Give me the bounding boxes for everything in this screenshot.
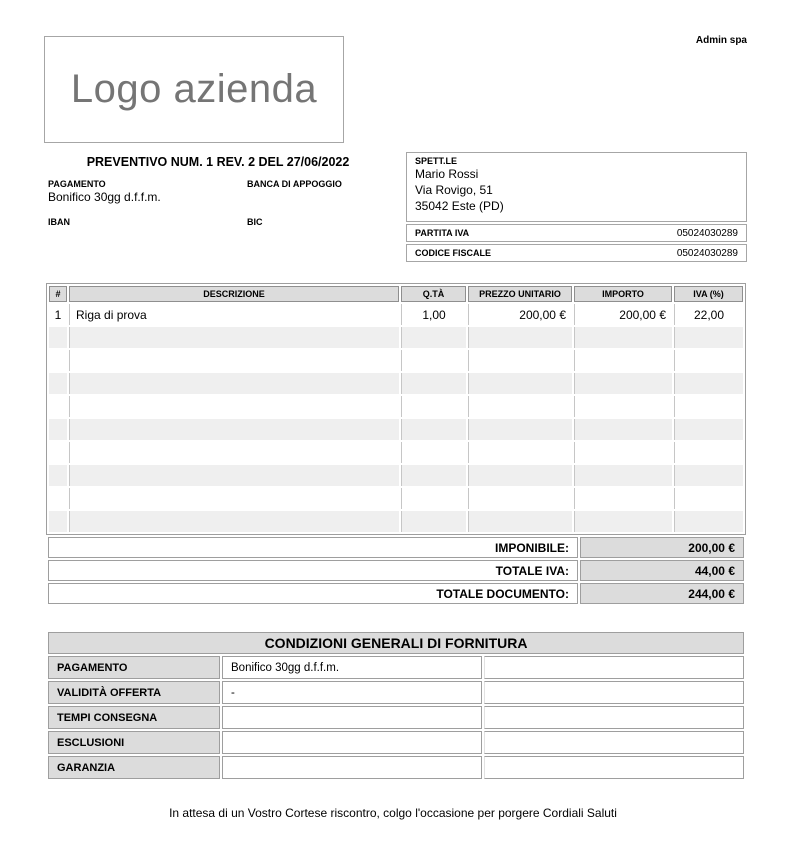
empty-item-row <box>49 350 743 371</box>
items-table-body <box>49 304 743 532</box>
condition-tempi-extra <box>484 706 744 729</box>
totale-documento-label: TOTALE DOCUMENTO: <box>48 583 578 604</box>
pagamento-label: PAGAMENTO <box>48 179 106 189</box>
condition-tempi-value <box>222 706 482 729</box>
empty-item-row <box>49 511 743 532</box>
totals-section <box>46 535 746 606</box>
empty-item-row <box>49 396 743 417</box>
col-header-importo: IMPORTO <box>574 286 672 302</box>
company-name: Admin spa <box>695 35 747 46</box>
condition-validita-value: - <box>222 681 482 704</box>
empty-item-row <box>49 327 743 348</box>
items-table-section <box>46 283 746 535</box>
item-qta: 1,00 <box>401 304 466 325</box>
item-row <box>49 304 743 325</box>
condition-esclusioni-label: ESCLUSIONI <box>48 731 220 754</box>
bic-label: BIC <box>247 217 263 227</box>
iban-label: IBAN <box>48 217 70 227</box>
item-prezzo-unitario: 200,00 € <box>468 304 572 325</box>
partita-iva-row <box>406 224 747 242</box>
condition-esclusioni-value <box>222 731 482 754</box>
recipient-address-line1: Via Rovigo, 51 <box>415 183 493 197</box>
condition-row-validita <box>48 681 744 704</box>
imponibile-row <box>48 537 744 558</box>
condition-pagamento-value: Bonifico 30gg d.f.f.m. <box>222 656 482 679</box>
partita-iva-label: PARTITA IVA <box>415 228 470 238</box>
totals-table <box>46 535 746 606</box>
empty-item-row <box>49 419 743 440</box>
imponibile-label: IMPONIBILE: <box>48 537 578 558</box>
condition-validita-label: VALIDITÀ OFFERTA <box>48 681 220 704</box>
condition-garanzia-label: GARANZIA <box>48 756 220 779</box>
condition-row-pagamento <box>48 656 744 679</box>
condition-row-esclusioni <box>48 731 744 754</box>
codice-fiscale-row <box>406 244 747 262</box>
col-header-iva: IVA (%) <box>674 286 743 302</box>
recipient-address-line2: 35042 Este (PD) <box>415 199 504 213</box>
condition-validita-extra <box>484 681 744 704</box>
pagamento-value: Bonifico 30gg d.f.f.m. <box>48 190 161 204</box>
document-header-left <box>46 155 390 227</box>
condition-pagamento-extra <box>484 656 744 679</box>
closing-line: In attesa di un Vostro Cortese riscontro, colgo l'occasione per porgere Cordiali Saluti <box>169 806 617 820</box>
empty-item-row <box>49 488 743 509</box>
conditions-table <box>46 630 746 781</box>
condition-esclusioni-extra <box>484 731 744 754</box>
recipient-name: Mario Rossi <box>415 167 479 181</box>
conditions-title-row <box>48 632 744 654</box>
totale-iva-value: 44,00 € <box>580 560 744 581</box>
item-num: 1 <box>54 307 62 322</box>
items-table-header <box>49 286 743 302</box>
totale-documento-value: 244,00 € <box>580 583 744 604</box>
item-importo: 200,00 € <box>574 304 672 325</box>
codice-fiscale-value: 05024030289 <box>676 247 738 259</box>
recipient-label: SPETT.LE <box>415 156 458 166</box>
conditions-title: CONDIZIONI GENERALI DI FORNITURA <box>48 632 744 654</box>
recipient-address-cell <box>406 152 747 222</box>
item-iva: 22,00 <box>674 304 743 325</box>
banca-di-appoggio-label: BANCA DI APPOGGIO <box>247 179 342 189</box>
item-descrizione: Riga di prova <box>69 304 399 325</box>
items-table <box>46 283 746 535</box>
logo-text: Logo azienda <box>70 67 318 111</box>
col-header-descrizione: DESCRIZIONE <box>69 286 399 302</box>
codice-fiscale-label: CODICE FISCALE <box>415 248 492 258</box>
condition-garanzia-value <box>222 756 482 779</box>
condition-pagamento-label: PAGAMENTO <box>48 656 220 679</box>
condition-tempi-label: TEMPI CONSEGNA <box>48 706 220 729</box>
partita-iva-value: 05024030289 <box>676 227 738 239</box>
conditions-section <box>46 630 746 781</box>
totale-documento-row <box>48 583 744 604</box>
company-logo-placeholder <box>44 36 344 143</box>
empty-item-row <box>49 373 743 394</box>
col-header-qta: Q.TÀ <box>401 286 466 302</box>
col-header-prezzo-unitario: PREZZO UNITARIO <box>468 286 572 302</box>
imponibile-value: 200,00 € <box>580 537 744 558</box>
empty-item-row <box>49 442 743 463</box>
items-header-row <box>49 286 743 302</box>
condition-row-garanzia <box>48 756 744 779</box>
empty-item-row <box>49 465 743 486</box>
condition-garanzia-extra <box>484 756 744 779</box>
document-title: PREVENTIVO NUM. 1 REV. 2 DEL 27/06/2022 <box>86 155 350 169</box>
col-header-num: # <box>49 286 67 302</box>
condition-row-tempi <box>48 706 744 729</box>
recipient-box <box>406 152 747 264</box>
totale-iva-row <box>48 560 744 581</box>
totale-iva-label: TOTALE IVA: <box>48 560 578 581</box>
